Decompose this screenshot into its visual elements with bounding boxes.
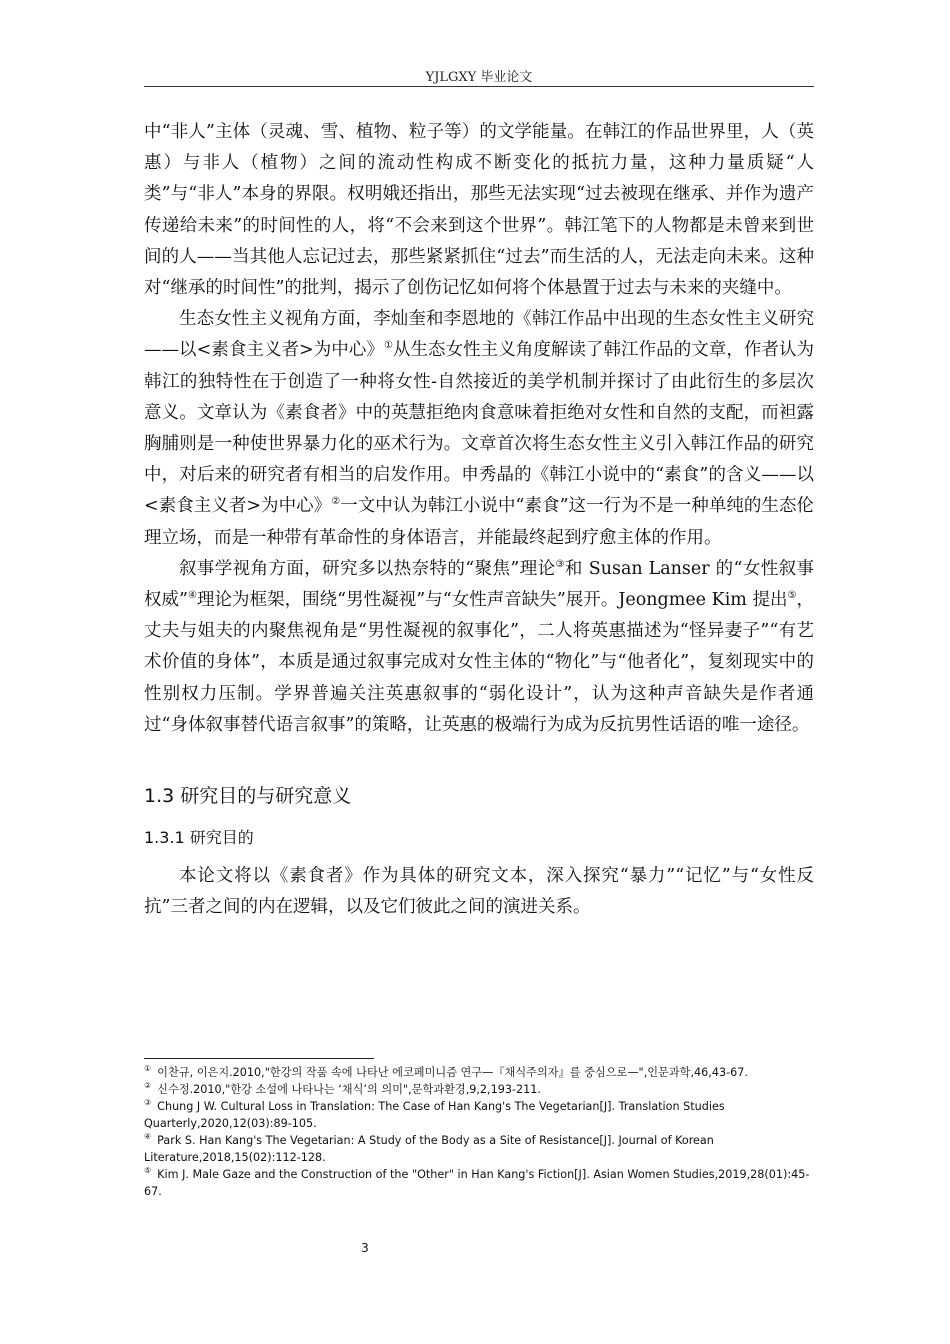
paragraph-3: 叙事学视角方面，研究多以热奈特的“聚焦”理论③和 Susan Lanser 的“女性叙事权威”④理论为框架，围绕“男性凝视”与“女性声音缺失”展开。Jeongmee Kim 提出⑤，丈夫与姐夫的内聚焦视角是“男性凝视的叙事化”，二人将英惠描述为“怪异妻子”“有艺术价值的身体”，本质是通过叙事完成对女性主体的“物化”与“他者化”，复刻现实中的性别权力压制。学界普遍关注英惠叙事的“弱化设计”，认为这种声音缺失是作者通过“身体叙事替代语言叙事”的策略，让英惠的极端行为成为反抗男性话语的唯一途径。 bbox=[144, 558, 815, 735]
paragraph-2: 生态女性主义视角方面，李灿奎和李恩地的《韩江作品中出现的生态女性主义研究——以<素食主义者>为中心》①从生态女性主义角度解读了韩江作品的文章，作者认为韩江的独特性在于创造了一种将女性-自然接近的美学机制并探讨了由此衍生的多层次意义。文章认为《素食者》中的英慧拒绝肉食意味着拒绝对女性和自然的支配，而袒露胸脯则是一种使世界暴力化的巫术行为。文章首次将生态女性主义引入韩江作品的研究中，对后来的研究者有相当的启发作用。申秀晶的《韩江小说中的“素食”的含义——以<素食主义者>为中心》②一文中认为韩江小说中“素食”这一行为不是一种单纯的生态伦理立场，而是一种带有革命性的身体语言，并能最终起到疗愈主体的作用。 bbox=[144, 309, 815, 548]
footnote-ref-3[interactable]: ③ bbox=[555, 559, 565, 571]
footnotes bbox=[144, 1064, 814, 1200]
footnote-ref-5[interactable]: ⑤ bbox=[787, 590, 797, 602]
footnote-ref-2[interactable]: ② bbox=[331, 496, 341, 508]
running-header: YJLGXY 毕业论文 bbox=[425, 70, 533, 85]
main-text bbox=[144, 117, 814, 923]
footnote-4: ④ Park S. Han Kang's The Vegetarian: A Study of the Body as a Site of Resistance[J]. Journal of Korean Literature,2018,15(02):112-128. bbox=[144, 1132, 714, 1164]
footnote-2: ② 신수정.2010,"한강 소설에 나타나는 ‘채식’의 의미",문학과환경,9,2,193-211. bbox=[144, 1081, 541, 1096]
header-divider bbox=[144, 86, 814, 87]
section-heading: 1.3 研究目的与研究意义 bbox=[144, 785, 352, 808]
subsection-heading: 1.3.1 研究目的 bbox=[144, 828, 254, 848]
footnote-5: ⑤ Kim J. Male Gaze and the Construction of the "Other" in Han Kang's Fiction[J]. Asian Women Studies,2019,28(01):45-67. bbox=[144, 1166, 810, 1198]
footnote-3: ③ Chung J W. Cultural Loss in Translation: The Case of Han Kang's The Vegetarian[J]. Translation Studies Quarterly,2020,12(03):89-105. bbox=[144, 1098, 725, 1130]
paragraph-1: 中“非人”主体（灵魂、雪、植物、粒子等）的文学能量。在韩江的作品世界里，人（英惠）与非人（植物）之间的流动性构成不断变化的抵抗力量，这种力量质疑“人类”与“非人”本身的界限。权明娥还指出，那些无法实现“过去被现在继承、并作为遗产传递给未来”的时间性的人，将“不会来到这个世界”。韩江笔下的人物都是未曾来到世间的人——当其他人忘记过去，那些紧紧抓住“过去”而生活的人，无法走向未来。这种对“继承的时间性”的批判，揭示了创伤记忆如何将个体悬置于过去与未来的夹缝中。 bbox=[144, 122, 814, 299]
footnote-ref-1[interactable]: ① bbox=[383, 340, 393, 352]
footnote-ref-4[interactable]: ④ bbox=[188, 590, 198, 602]
paragraph-4: 本论文将以《素食者》作为具体的研究文本，深入探究“暴力”“记忆”与“女性反抗”三者之间的内在逻辑，以及它们彼此之间的演进关系。 bbox=[144, 866, 814, 918]
page-number: 3 bbox=[361, 1241, 369, 1255]
footnote-divider bbox=[144, 1058, 374, 1059]
footnote-1: ① 이찬규, 이은지.2010,"한강의 작품 속에 나타난 에코페미니즘 연구—『채식주의자』를 중심으로—",인문과학,46,43-67. bbox=[144, 1064, 748, 1079]
